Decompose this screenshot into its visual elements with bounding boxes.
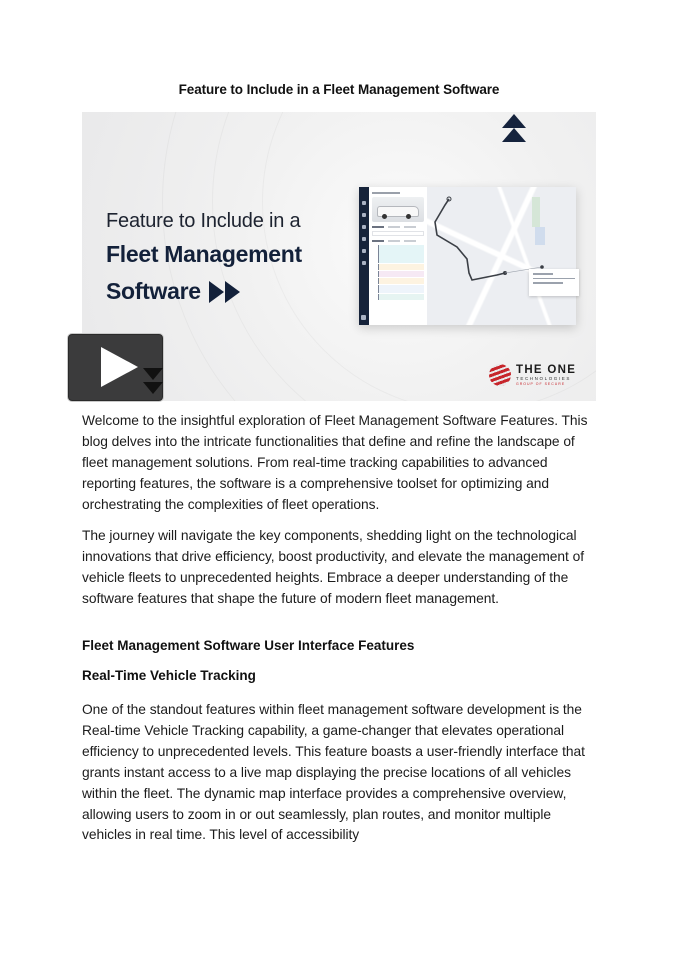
intro-paragraph: Welcome to the insightful exploration of Fleet Management Software Features. This blog delves into the intricate functionalities that define and refine the landscape of fleet management solutions. From real-time tracking capabilities to advanced reporting features, the software is a comprehensive toolset for optimizing and orchestrating the complexities of fleet operations. xyxy=(82,413,588,512)
section-heading: Fleet Management Software User Interface Features xyxy=(82,638,415,653)
subsection-heading: Real-Time Vehicle Tracking xyxy=(82,668,256,683)
mockup-vehicle-panel xyxy=(369,187,427,325)
brand-mark-icon xyxy=(489,364,511,386)
mockup-map xyxy=(427,187,576,325)
brand-sub: TECHNOLOGIES xyxy=(516,375,571,381)
mockup-location-popup xyxy=(529,269,579,296)
document-title: Feature to Include in a Fleet Management Software xyxy=(178,82,500,97)
brand-logo xyxy=(489,364,576,386)
truck-image xyxy=(372,197,424,222)
banner-heading-line1: Feature to Include in a xyxy=(106,210,301,232)
brand-tagline: GROUP OF SECURE xyxy=(516,381,566,386)
double-chevron-up-icon xyxy=(501,112,527,146)
banner-heading-line3-text: Software xyxy=(106,278,201,304)
fast-forward-icon xyxy=(209,281,241,303)
tracking-paragraph: One of the standout features within fleet management software development is the Real-time Vehicle Tracking capability, a game-changer that elevates operational efficiency to unprecedented levels. This feature boasts a user-friendly interface that grants instant access to a live map displaying the precise locations of all vehicles within the fleet. The dynamic map interface provides a comprehensive overview, allowing users to zoom in or out seamlessly, plan routes, and monitor multiple vehicles in real time. This level of accessibility xyxy=(82,702,585,843)
video-play-button[interactable] xyxy=(67,333,164,402)
chevron-down-double-icon xyxy=(143,368,163,380)
play-icon xyxy=(101,347,138,387)
chevron-down-double-icon xyxy=(143,382,163,394)
banner-heading-line3 xyxy=(106,278,241,305)
dashboard-mockup xyxy=(359,187,576,325)
mockup-sidebar xyxy=(359,187,369,325)
journey-paragraph: The journey will navigate the key components, shedding light on the technological innovations that drive efficiency, boost productivity, and elevate the management of vehicle fleets to unprecedented heights. Embrace a deeper understanding of the software features that shape the future of modern fleet management. xyxy=(82,528,584,606)
banner-heading-line2: Fleet Management xyxy=(106,241,302,267)
brand-name: THE ONE xyxy=(516,363,577,376)
